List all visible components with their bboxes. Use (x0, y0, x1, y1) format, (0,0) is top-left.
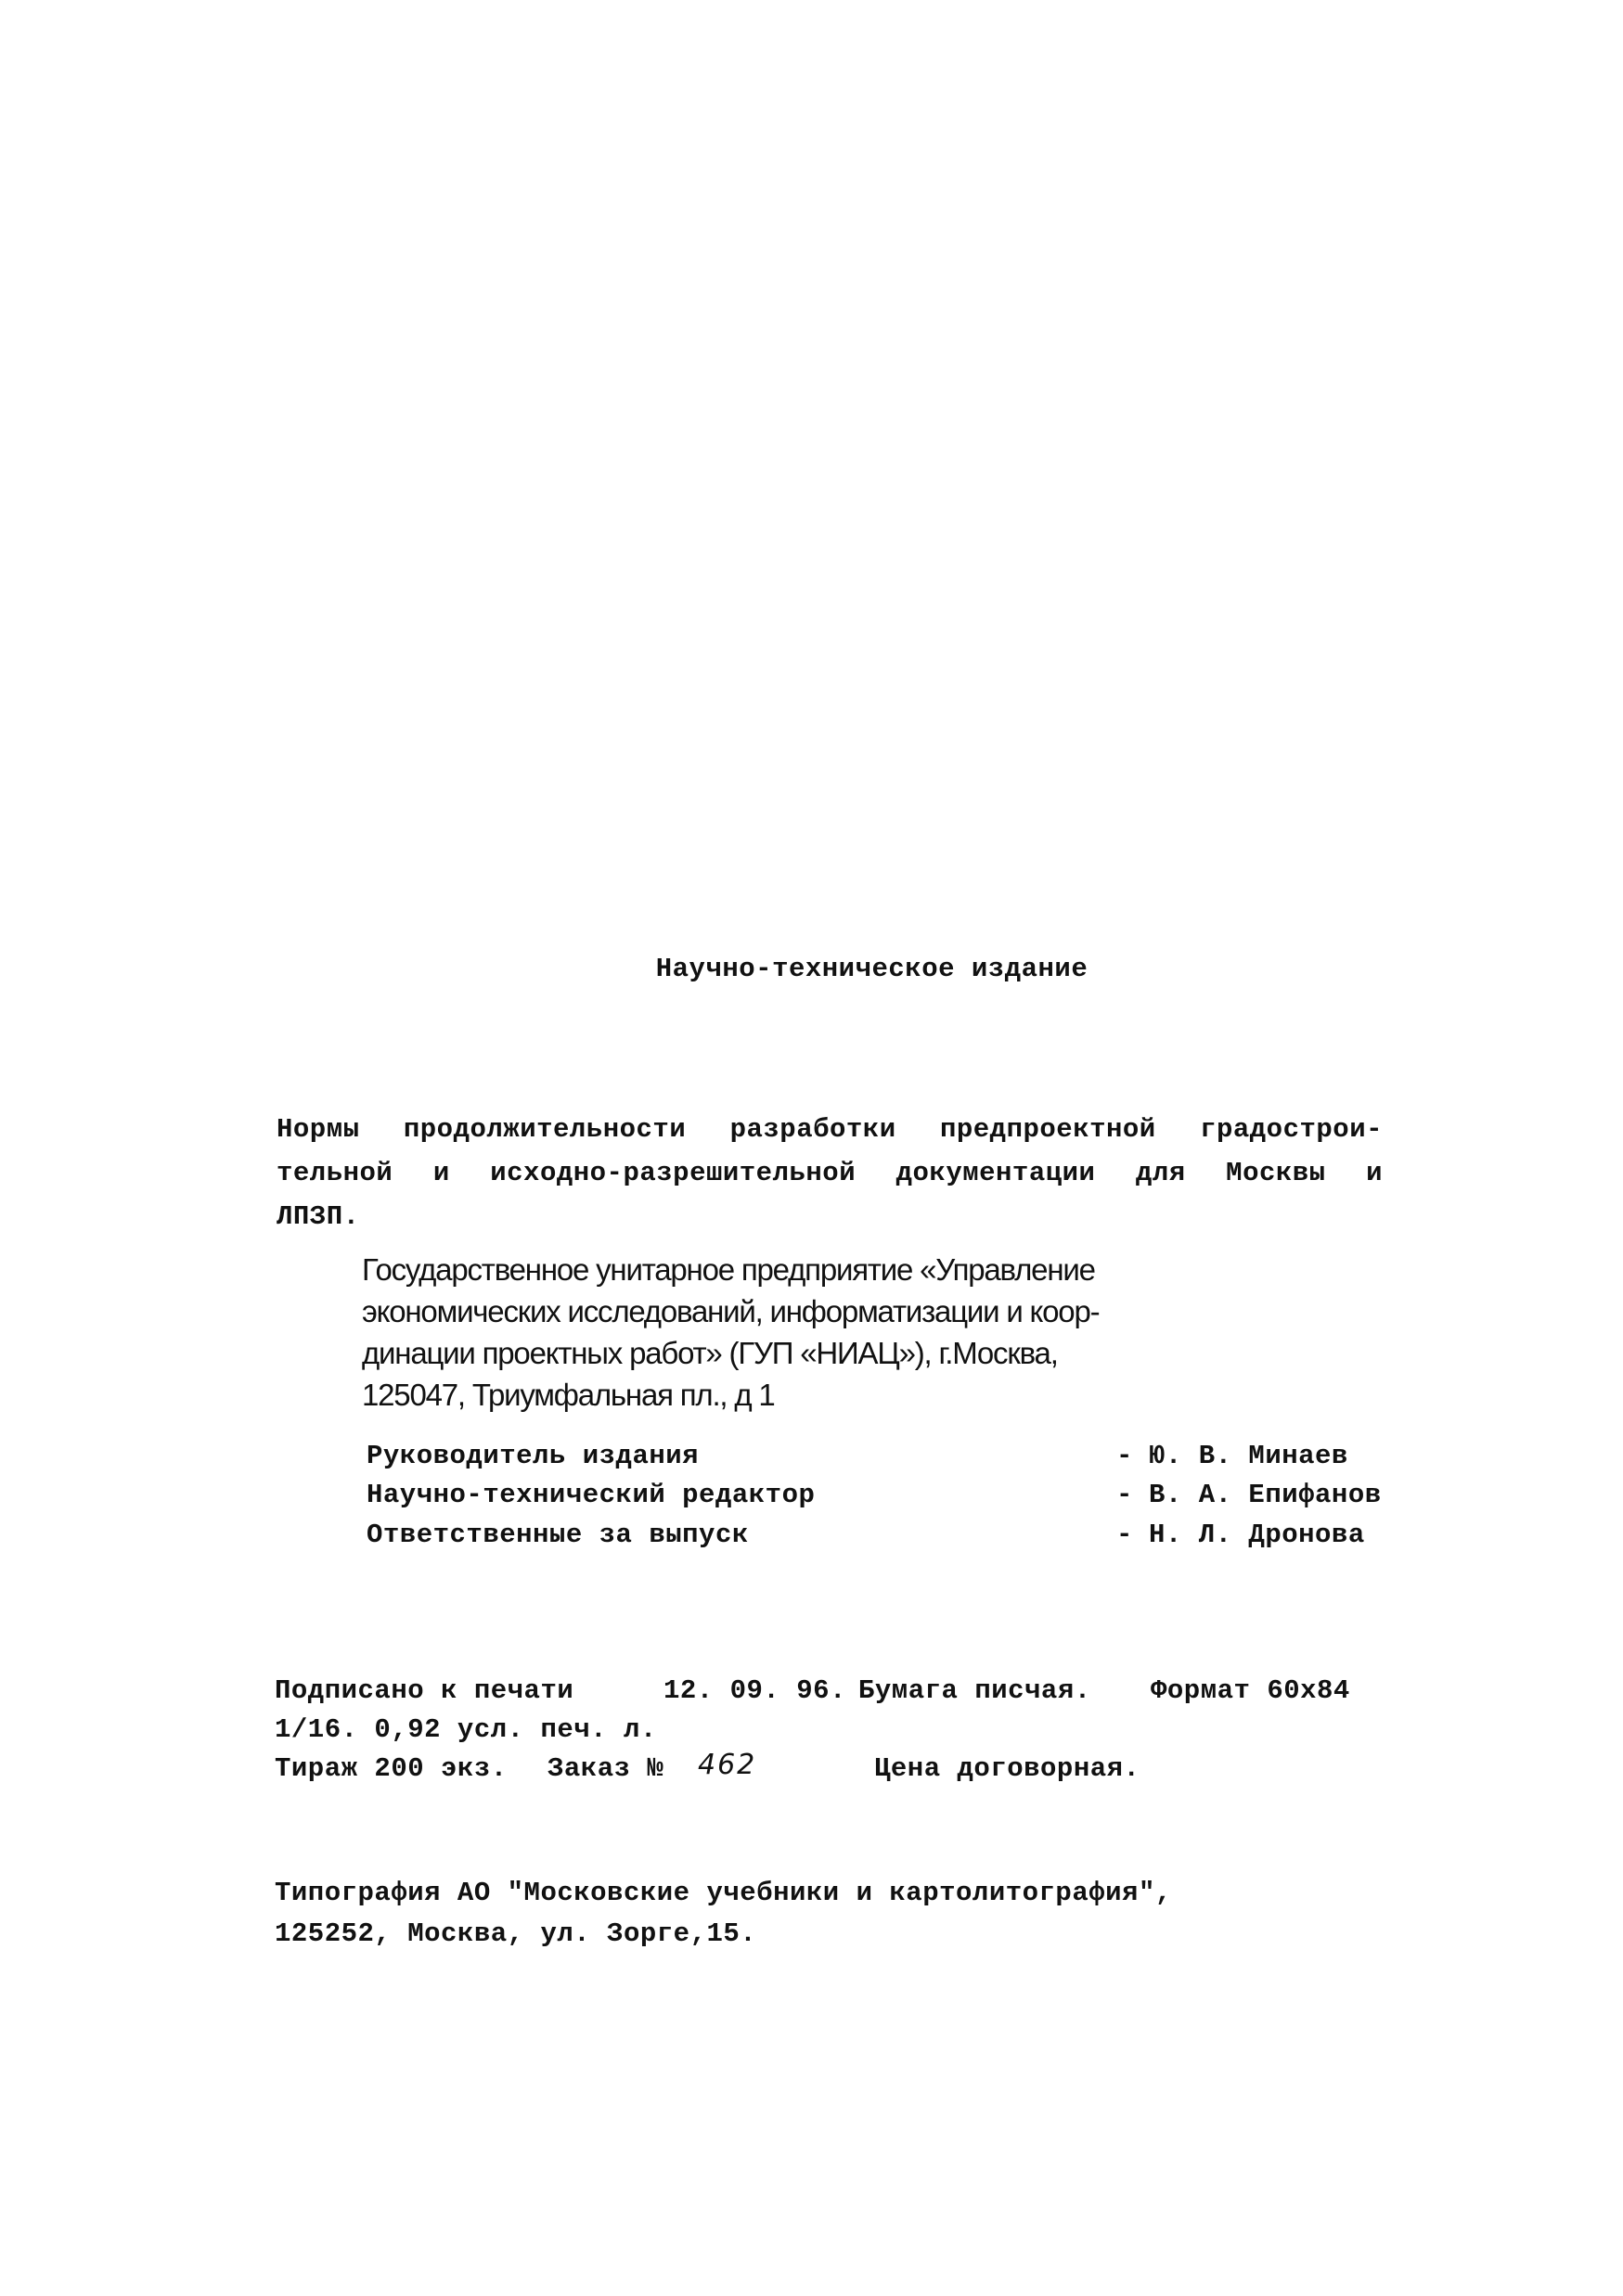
credit-dash: - (1116, 1480, 1133, 1510)
imprint-order-label: Заказ № (547, 1753, 664, 1784)
credit-role: Ответственные за выпуск (367, 1520, 749, 1550)
publisher-line-1: Государственное унитарное предприятие «Управление (362, 1252, 1095, 1287)
printer-line-2: 125252, Москва, ул. Зорге,15. (275, 1918, 757, 1949)
imprint-order-number: 462 (698, 1749, 757, 1781)
imprint-format: Формат 60х84 (1151, 1675, 1350, 1706)
imprint-signed-date: 12. 09. 96. (663, 1675, 846, 1706)
credit-role: Руководитель издания (367, 1441, 700, 1471)
book-title-line-2: тельной и исходно-разрешительной документации для Москвы и (277, 1158, 1383, 1188)
page-title: Научно-техническое издание (655, 954, 1088, 984)
imprint-line-2: 1/16. 0,92 усл. печ. л. (275, 1714, 657, 1745)
imprint-signed-label: Подписано к печати (275, 1675, 574, 1706)
book-title-line-3: ЛПЗП. (277, 1201, 360, 1232)
printer-line-1: Типография АО "Московские учебники и картолитография", (275, 1878, 1172, 1908)
imprint-price: Цена договорная. (874, 1753, 1140, 1784)
imprint-print-run: Тираж 200 экз. (275, 1753, 508, 1784)
credit-name: В. А. Епифанов (1149, 1480, 1382, 1510)
credit-name: Ю. В. Минаев (1149, 1441, 1348, 1471)
publisher-line-3: динации проектных работ» (ГУП «НИАЦ»), г.Москва, (362, 1336, 1058, 1370)
imprint-paper: Бумага писчая. (858, 1675, 1091, 1706)
credit-dash: - (1116, 1441, 1133, 1471)
publisher-line-4: 125047, Триумфальная пл., д 1 (362, 1378, 775, 1412)
credit-role: Научно-технический редактор (367, 1480, 816, 1510)
publisher-line-2: экономических исследований, информатизации и коор- (362, 1294, 1100, 1328)
credit-name: Н. Л. Дронова (1149, 1520, 1365, 1550)
credit-dash: - (1116, 1520, 1133, 1550)
book-title-line-1: Нормы продолжительности разработки предпроектной градострои- (277, 1114, 1383, 1145)
